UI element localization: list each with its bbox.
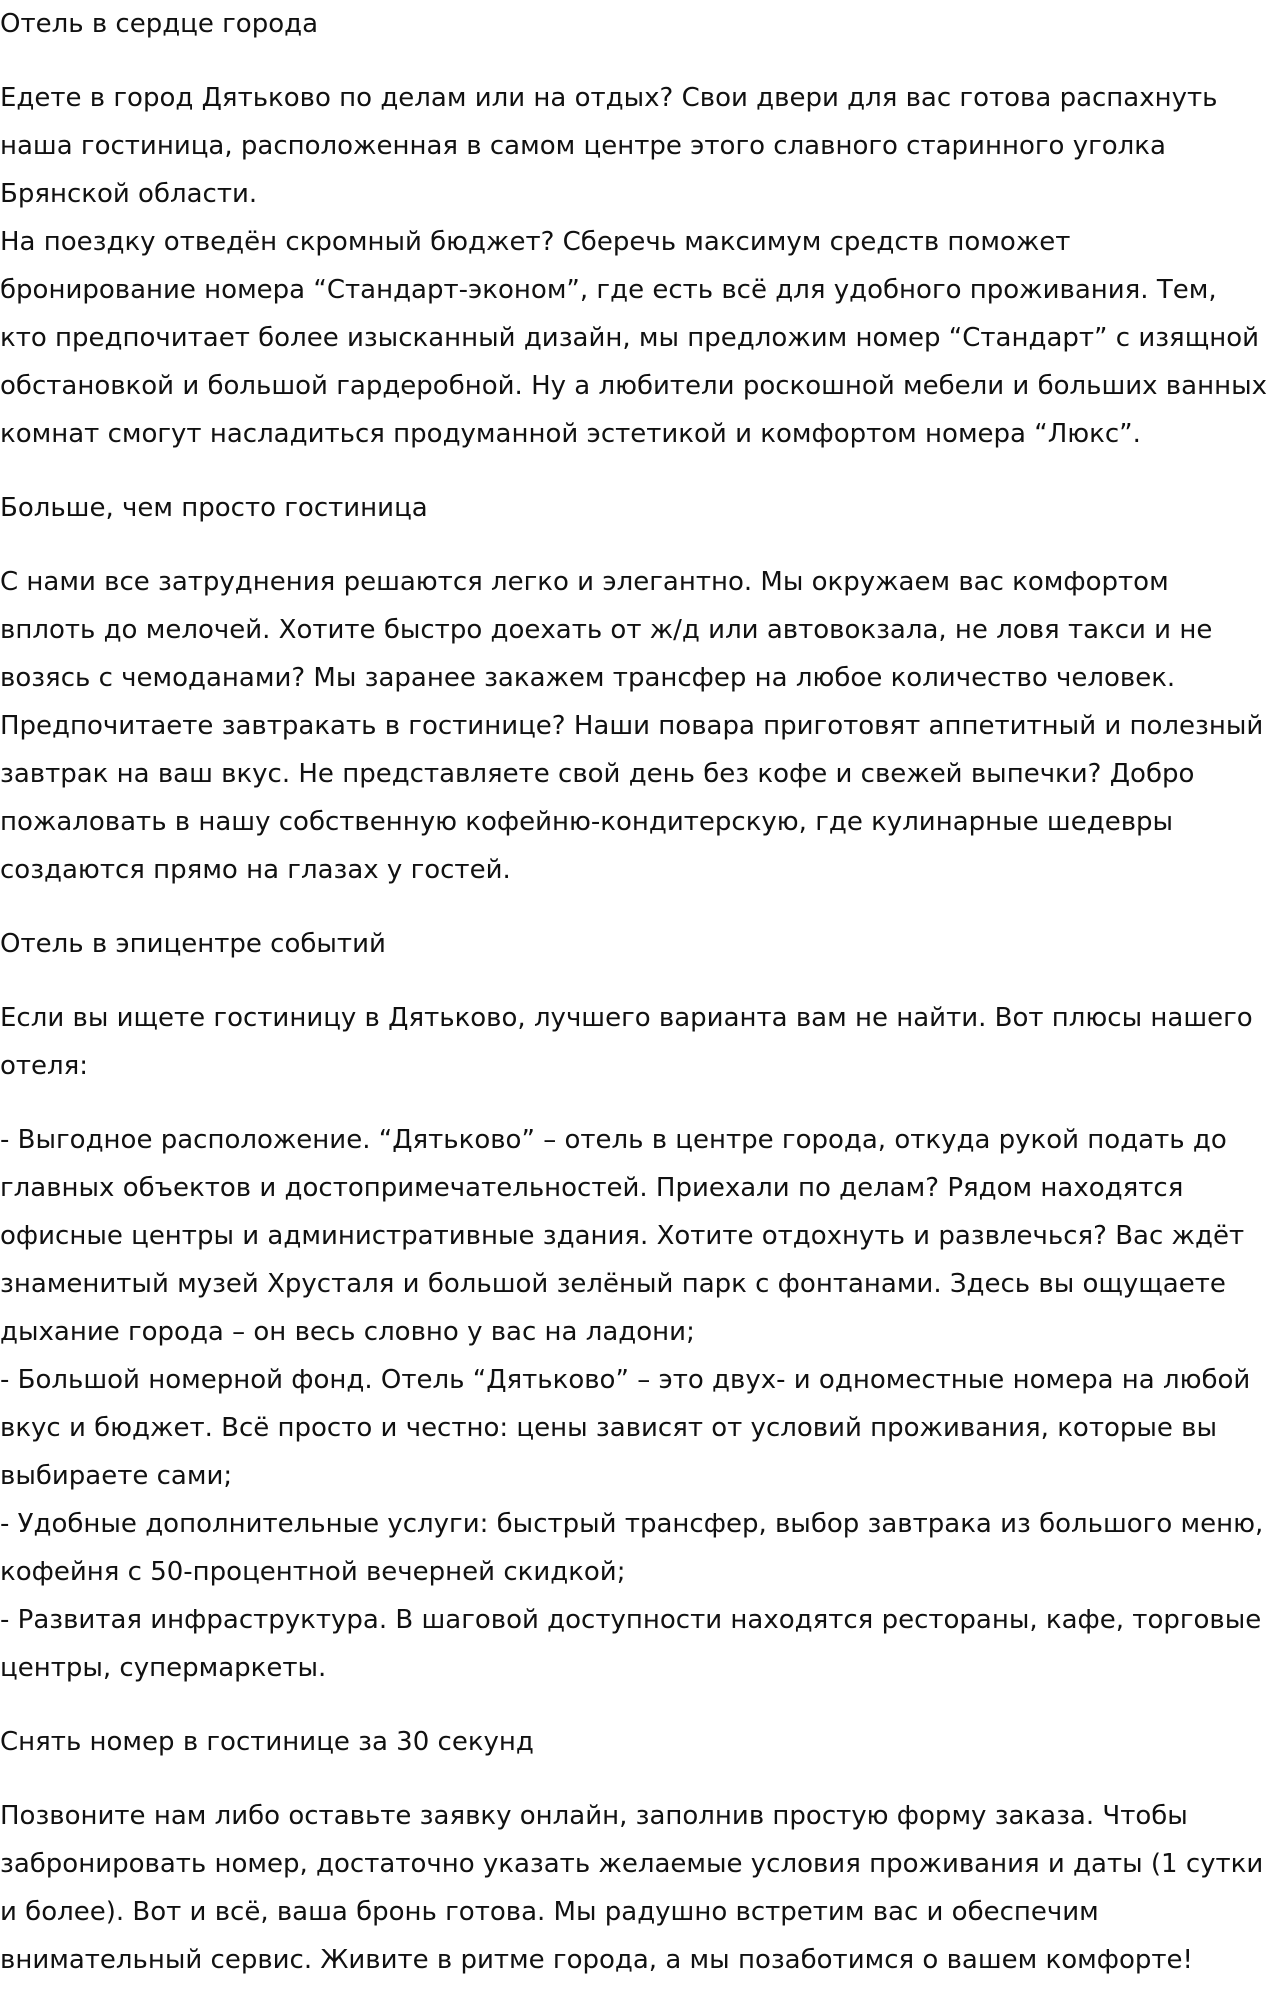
paragraph-line: Предпочитаете завтракать в гостинице? Наши повара приготовят аппетитный и полезный: [0, 711, 1264, 741]
paragraph-line: завтрак на ваш вкус. Не представляете свой день без кофе и свежей выпечки? Добро: [0, 759, 1195, 789]
list-line: - Выгодное расположение. “Дятьково” – отель в центре города, откуда рукой подать до: [0, 1125, 1227, 1155]
list-line: главных объектов и достопримечательностей. Приехали по делам? Рядом находятся: [0, 1173, 1184, 1203]
list-line: знаменитый музей Хрусталя и большой зелёный парк с фонтанами. Здесь вы ощущаете: [0, 1269, 1226, 1299]
paragraph-line: На поездку отведён скромный бюджет? Сберечь максимум средств поможет: [0, 227, 1071, 257]
paragraph-line: обстановкой и большой гардеробной. Ну а любители роскошной мебели и больших ванных: [0, 371, 1267, 401]
paragraph-line: создаются прямо на глазах у гостей.: [0, 855, 511, 885]
paragraph-line: и более). Вот и всё, ваша бронь готова. Мы радушно встретим вас и обеспечим: [0, 1897, 1099, 1927]
paragraph-line: бронирование номера “Стандарт-эконом”, где есть всё для удобного проживания. Тем,: [0, 275, 1217, 305]
paragraph-line: внимательный сервис. Живите в ритме города, а мы позаботимся о вашем комфорте!: [0, 1945, 1193, 1975]
paragraph-line: пожаловать в нашу собственную кофейню-кондитерскую, где кулинарные шедевры: [0, 807, 1174, 837]
list-line: вкус и бюджет. Всё просто и честно: цены зависят от условий проживания, которые вы: [0, 1413, 1218, 1443]
paragraph: [0, 994, 1270, 1090]
list-line: кофейня с 50-процентной вечерней скидкой;: [0, 1557, 626, 1587]
paragraph-line: Едете в город Дятьково по делам или на отдых? Свои двери для вас готова распахнуть: [0, 83, 1218, 113]
paragraph-line: Брянской области.: [0, 179, 258, 209]
paragraph-line: Если вы ищете гостиницу в Дятьково, лучшего варианта вам не найти. Вот плюсы нашего: [0, 1003, 1253, 1033]
advantages-list: [0, 1116, 1270, 1692]
list-line: - Большой номерной фонд. Отель “Дятьково” – это двух- и одноместные номера на любой: [0, 1365, 1251, 1395]
list-line: дыхание города – он весь словно у вас на ладони;: [0, 1317, 695, 1347]
paragraph: [0, 74, 1270, 458]
paragraph-line: отеля:: [0, 1051, 89, 1081]
paragraph-line: забронировать номер, достаточно указать желаемые условия проживания и даты (1 сутки: [0, 1849, 1264, 1879]
paragraph-line: возясь с чемоданами? Мы заранее закажем трансфер на любое количество человек.: [0, 663, 1176, 693]
paragraph-line: наша гостиница, расположенная в самом центре этого славного старинного уголка: [0, 131, 1166, 161]
paragraph: [0, 1792, 1270, 1984]
list-line: - Удобные дополнительные услуги: быстрый трансфер, выбор завтрака из большого меню,: [0, 1509, 1264, 1539]
heading-text: Снять номер в гостинице за 30 секунд: [0, 1727, 534, 1757]
list-line: выбираете сами;: [0, 1461, 233, 1491]
section-heading: [0, 920, 1270, 968]
paragraph-line: вплоть до мелочей. Хотите быстро доехать от ж/д или автовокзала, не ловя такси и не: [0, 615, 1213, 645]
paragraph-line: Позвоните нам либо оставьте заявку онлайн, заполнив простую форму заказа. Чтобы: [0, 1801, 1188, 1831]
heading-text: Отель в сердце города: [0, 9, 319, 39]
heading-text: Отель в эпицентре событий: [0, 929, 386, 959]
list-line: офисные центры и административные здания. Хотите отдохнуть и развлечься? Вас ждёт: [0, 1221, 1245, 1251]
paragraph-line: С нами все затруднения решаются легко и элегантно. Мы окружаем вас комфортом: [0, 567, 1169, 597]
paragraph: [0, 558, 1270, 894]
heading-text: Больше, чем просто гостиница: [0, 493, 428, 523]
section-heading: [0, 1718, 1270, 1766]
section-heading: [0, 0, 1270, 48]
paragraph-line: кто предпочитает более изысканный дизайн, мы предложим номер “Стандарт” с изящной: [0, 323, 1259, 353]
paragraph-line: комнат смогут насладиться продуманной эстетикой и комфортом номера “Люкс”.: [0, 419, 1141, 449]
section-heading: [0, 484, 1270, 532]
list-line: - Развитая инфраструктура. В шаговой доступности находятся рестораны, кафе, торговые: [0, 1605, 1262, 1635]
list-line: центры, супермаркеты.: [0, 1653, 327, 1683]
